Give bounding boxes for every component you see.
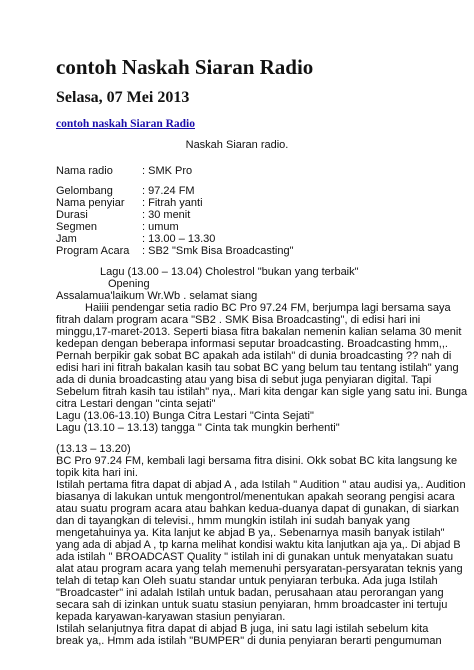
paragraph-line: atau suatu program acara atau bahkan kedua-duanya dapat di gunakan, di siarkan <box>56 503 460 515</box>
paragraph-line: yang ada di abjad A , tp karna melihat kondisi waktu kita lanjutkan aja ya,. Di abjad B <box>56 539 461 551</box>
field-nama-radio <box>56 165 192 177</box>
paragraph-line: Pernah berpikir gak sobat BC apakah ada istilah" di dunia broadcasting ?? nah di <box>56 350 452 362</box>
paragraph-line: mengetahuinya ya. Kita lanjut ke abjad B ya,. Sebenarnya masih banyak istilah" <box>56 527 445 539</box>
paragraph-line: biasanya di lakukan untuk mengontrol/menentukan apakah seorang pengisi acara <box>56 491 455 503</box>
field-value: : Fitrah yanti <box>142 197 203 209</box>
paragraph-line: Sebelum fitrah kasih tau istilah" nya,. Mari kita dengar kan sigle yang satu ini. Bunga <box>56 386 468 398</box>
field-segmen <box>56 221 179 233</box>
paragraph-line: dan di tayangkan di televisi., hmm mungkin istilah ini sudah banyak yang <box>56 515 411 527</box>
paragraph-line: citra Lestari dengan "cinta sejati" <box>56 398 216 410</box>
paragraph-line: alat atau program acara yang telah memenuhi persyaratan-persyaratan teknis yang <box>56 563 463 575</box>
field-label: Gelombang <box>56 185 113 197</box>
field-nama-penyiar <box>56 197 203 209</box>
field-label: Program Acara <box>56 245 130 257</box>
paragraph-line: Istilah pertama fitra dapat di abjad A , ada Istilah " Audition " atau audisi ya,. Audition <box>56 479 466 491</box>
field-value: : 97.24 FM <box>142 185 195 197</box>
paragraph-line: ada istilah " BROADCAST Quality " istilah ini di gunakan untuk menyatakan suatu <box>56 551 454 563</box>
field-label: Nama penyiar <box>56 197 125 209</box>
opening-label: Opening <box>108 278 150 290</box>
field-durasi <box>56 209 190 221</box>
paragraph-line: telah di tetap kan Oleh suatu standar untuk penyiaran terbuka. Ada juga Istilah <box>56 575 438 587</box>
post-date: Selasa, 07 Mei 2013 <box>56 89 190 106</box>
field-value: : 13.00 – 13.30 <box>142 233 216 245</box>
field-value: : umum <box>142 221 179 233</box>
field-label: Jam <box>56 233 77 245</box>
paragraph-line: edisi hari ini fitrah bakalan kasih tau sobat BC yang belum tau tentang istilah" yang <box>56 362 459 374</box>
field-gelombang <box>56 185 195 197</box>
song-line: Lagu (13.00 – 13.04) Cholestrol "bukan yang terbaik" <box>100 266 359 278</box>
post-title-link[interactable]: contoh naskah Siaran Radio <box>56 118 195 130</box>
script-heading: Naskah Siaran radio. <box>185 139 289 151</box>
segment-time: (13.13 – 13.20) <box>56 443 131 455</box>
page-title: contoh Naskah Siaran Radio <box>56 55 314 79</box>
field-value: : SMK Pro <box>142 165 193 177</box>
field-jam <box>56 233 215 245</box>
field-label: Nama radio <box>56 165 113 177</box>
field-program-acara <box>56 245 294 257</box>
paragraph-line: break ya,. Hmm ada istilah "BUMPER" di dunia penyiaran berarti pengumuman <box>56 635 442 647</box>
paragraph-line: kedepan dengan beberapa informasi seputar broadcasting. Broadcasting hmm,,. <box>56 338 448 350</box>
field-value: : 30 menit <box>142 209 191 221</box>
paragraph-line: topik kita hari ini. <box>56 467 138 479</box>
paragraph-line: minggu,17-maret-2013. Seperti biasa fitra bakalan nemenin kalian selama 30 menit <box>56 326 462 338</box>
song-line: Lagu (13.10 – 13.13) tangga " Cinta tak mungkin berhenti" <box>56 422 340 434</box>
field-label: Segmen <box>56 221 97 233</box>
field-label: Durasi <box>56 209 88 221</box>
paragraph-line: kepada karyawan-karyawan stasiun penyiaran. <box>56 611 286 623</box>
paragraph-line: fitrah dalam program acara "SB2 . SMK Bisa Broadcasting", di edisi hari ini <box>56 314 421 326</box>
paragraph-line: BC Pro 97.24 FM, kembali lagi bersama fitra disini. Okk sobat BC kita langsung ke <box>56 455 458 467</box>
field-value: : SB2 "Smk Bisa Broadcasting" <box>142 245 294 257</box>
paragraph-line: secara sah di izinkan untuk suatu stasiun penyiaran, hmm broadcaster ini tertuju <box>56 599 448 611</box>
greeting-line: Assalamua'laikum Wr.Wb . selamat siang <box>56 290 258 302</box>
paragraph-line: Istilah selanjutnya fitra dapat di abjad B juga, ini satu lagi istilah sebelum kita <box>56 623 429 635</box>
paragraph-line: Haiiii pendengar setia radio BC Pro 97.24 FM, berjumpa lagi bersama saya <box>85 302 451 314</box>
paragraph-line: "Broadcaster" ini adalah Istilah untuk badan, perusahaan atau perorangan yang <box>56 587 444 599</box>
song-line: Lagu (13.06-13.10) Bunga Citra Lestari "Cinta Sejati" <box>56 410 314 422</box>
paragraph-line: ada di dunia broadcasting atau yang bisa di sebut juga penyiaran digital. Tapi <box>56 374 432 386</box>
